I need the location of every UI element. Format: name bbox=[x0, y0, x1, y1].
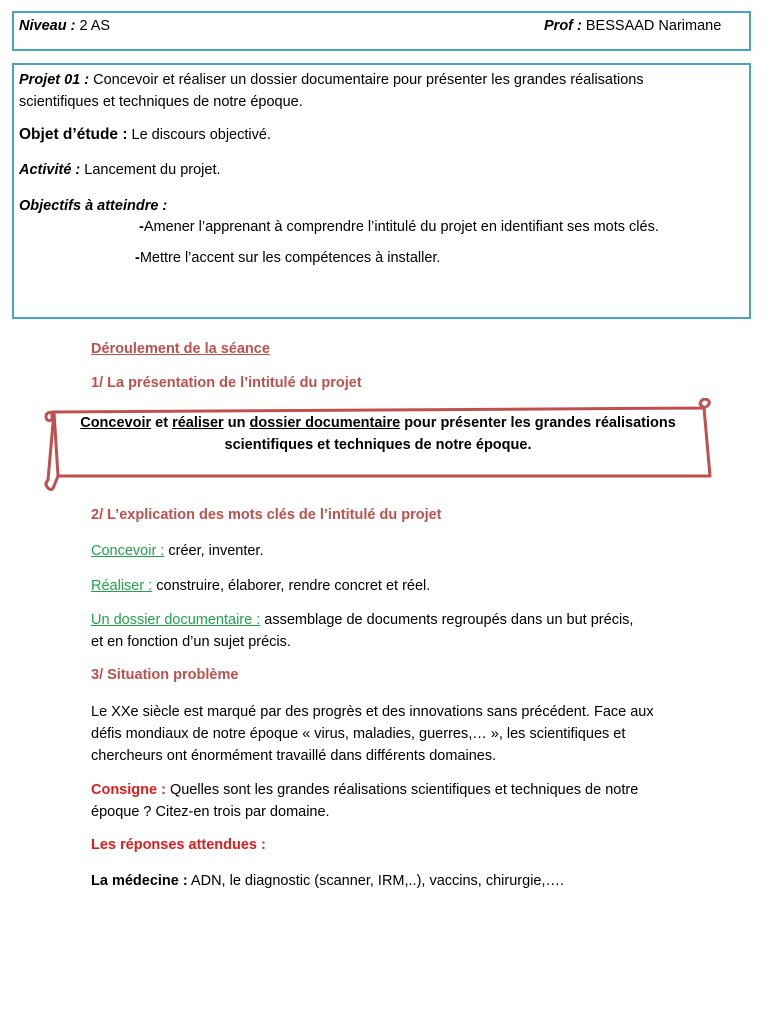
objectif-2: -Mettre l’accent sur les compétences à installer. bbox=[135, 250, 441, 266]
kw2-term: Réaliser : bbox=[91, 578, 153, 594]
kw1-def: créer, inventer. bbox=[164, 543, 264, 559]
banner-w6: pour présenter les grandes réalisations bbox=[400, 415, 676, 431]
consigne-2: époque ? Citez-en trois par domaine. bbox=[91, 804, 330, 820]
situation-2: défis mondiaux de notre époque « virus, maladies, guerres,… », les scientifiques et bbox=[91, 726, 626, 742]
projet-line bbox=[19, 69, 644, 113]
activite-value: Lancement du projet. bbox=[80, 162, 221, 178]
situation-paragraph bbox=[91, 701, 654, 767]
projet-text-1: Concevoir et réaliser un dossier documentaire pour présenter les grandes réalisations bbox=[89, 72, 644, 88]
medecine-line bbox=[91, 870, 564, 892]
keyword-realiser bbox=[91, 575, 430, 597]
objet-value: Le discours objectivé. bbox=[127, 127, 271, 143]
consigne-label: Consigne : bbox=[91, 782, 166, 798]
kw3-def-2: et en fonction d’un sujet précis. bbox=[91, 634, 291, 650]
banner-text bbox=[58, 412, 698, 456]
consigne-1: Quelles sont les grandes réalisations scientifiques et techniques de notre bbox=[165, 782, 639, 798]
prof bbox=[544, 18, 721, 34]
keyword-dossier bbox=[91, 609, 633, 653]
project-box bbox=[12, 63, 751, 319]
projet-label: Projet 01 : bbox=[19, 72, 90, 88]
situation-3: chercheurs ont énormément travaillé dans différents domaines. bbox=[91, 748, 497, 764]
section-3-heading: 3/ Situation problème bbox=[91, 667, 239, 683]
banner-w1: Concevoir bbox=[80, 415, 152, 431]
prof-value: BESSAAD Narimane bbox=[581, 18, 722, 34]
keyword-concevoir bbox=[91, 540, 263, 562]
medecine-value: ADN, le diagnostic (scanner, IRM,..), vaccins, chirurgie,…. bbox=[187, 873, 565, 889]
banner-w3: réaliser bbox=[172, 415, 224, 431]
objectif-1: -Amener l’apprenant à comprendre l’intitulé du projet en identifiant ses mots clés. bbox=[139, 219, 659, 235]
objectifs-line bbox=[19, 195, 167, 217]
objectif-2-text: Mettre l’accent sur les compétences à installer. bbox=[139, 250, 441, 266]
section-1-heading: 1/ La présentation de l’intitulé du projet bbox=[91, 375, 362, 391]
objectifs-label: Objectifs à atteindre : bbox=[19, 198, 168, 214]
kw3-def-1: assemblage de documents regroupés dans un but précis, bbox=[260, 612, 634, 628]
header-box bbox=[12, 11, 751, 51]
niveau bbox=[19, 18, 110, 34]
banner-w4: un bbox=[223, 415, 250, 431]
niveau-value: 2 AS bbox=[75, 18, 111, 34]
medecine-label: La médecine : bbox=[91, 873, 188, 889]
niveau-label: Niveau : bbox=[19, 18, 76, 34]
banner-w2: et bbox=[151, 415, 173, 431]
banner-w5: dossier documentaire bbox=[249, 415, 401, 431]
consigne bbox=[91, 779, 638, 823]
situation-1: Le XXe siècle est marqué par des progrès et des innovations sans précédent. Face aux bbox=[91, 704, 654, 720]
kw2-def: construire, élaborer, rendre concret et réel. bbox=[152, 578, 431, 594]
objet-label: Objet d’étude : bbox=[19, 126, 128, 143]
prof-label: Prof : bbox=[544, 18, 582, 34]
deroulement-heading: Déroulement de la séance bbox=[91, 341, 270, 357]
section-2-heading: 2/ L’explication des mots clés de l’intitulé du projet bbox=[91, 507, 442, 523]
activite-label: Activité : bbox=[19, 162, 81, 178]
projet-text-2: scientifiques et techniques de notre époque. bbox=[19, 94, 303, 110]
activite-line bbox=[19, 159, 221, 181]
kw3-term: Un dossier documentaire : bbox=[91, 612, 261, 628]
objectif-1-text: Amener l’apprenant à comprendre l’intitulé du projet en identifiant ses mots clés. bbox=[143, 219, 659, 235]
reponses-heading: Les réponses attendues : bbox=[91, 837, 266, 853]
objet-line bbox=[19, 124, 271, 146]
banner-line2: scientifiques et techniques de notre époque. bbox=[224, 437, 532, 453]
kw1-term: Concevoir : bbox=[91, 543, 165, 559]
